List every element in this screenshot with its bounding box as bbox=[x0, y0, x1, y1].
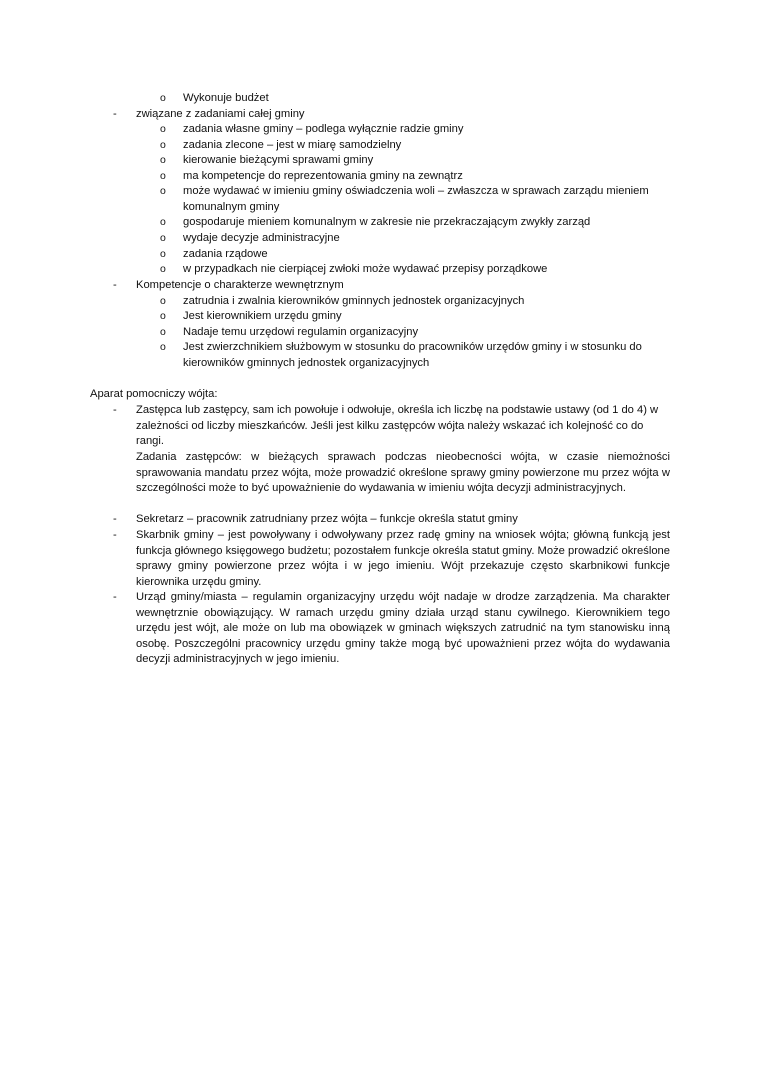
dash-bullet-icon: - bbox=[113, 591, 117, 603]
circle-bullet-icon: o bbox=[160, 170, 166, 182]
section-title: związane z zadaniami całej gminy bbox=[136, 108, 305, 120]
dash-bullet-icon: - bbox=[113, 279, 117, 291]
circle-bullet-icon: o bbox=[160, 263, 166, 275]
circle-bullet-icon: o bbox=[160, 232, 166, 244]
circle-bullet-icon: o bbox=[160, 139, 166, 151]
paragraph-sekretarz: Sekretarz – pracownik zatrudniany przez wójta – funkcje określa statut gminy bbox=[136, 513, 518, 525]
list-item-text: gospodaruje mieniem komunalnym w zakresie nie przekraczającym zwykły zarząd bbox=[183, 216, 591, 228]
circle-bullet-icon: o bbox=[160, 185, 166, 197]
section-title: Kompetencje o charakterze wewnętrznym bbox=[136, 279, 344, 291]
paragraph-skarbnik: Skarbnik gminy – jest powoływany i odwoływany przez radę gminy na wniosek wójta; główną funkcją jest funkcja głównego księgowego budżetu; pozostałem funkcje określa statut gminy. Może prowadzić określone sprawy gminy powierzone przez wójta i w jego imieniu. Wójt przekazuje często skarbnikowi funkcje kierownika urzędu gminy. bbox=[136, 529, 670, 588]
list-item-text: zadania własne gminy – podlega wyłącznie radzie gminy bbox=[183, 123, 464, 135]
circle-bullet-icon: o bbox=[160, 295, 166, 307]
dash-bullet-icon: - bbox=[113, 404, 117, 416]
circle-bullet-icon: o bbox=[160, 310, 166, 322]
list-item-text: kierowanie bieżącymi sprawami gminy bbox=[183, 154, 374, 166]
dash-bullet-icon: - bbox=[113, 529, 117, 541]
paragraph-zastepca: Zastępca lub zastępcy, sam ich powołuje i odwołuje, określa ich liczbę na podstawie ustawy (od 1 do 4) w zależności od liczby mieszkańców. Jeśli jest kilku zastępców wójta należy wskazać ich kolejność co do rangi. bbox=[136, 404, 659, 447]
circle-bullet-icon: o bbox=[160, 154, 166, 166]
circle-bullet-icon: o bbox=[160, 326, 166, 338]
list-item-text: Jest zwierzchnikiem służbowym w stosunku do pracowników urzędów gminy i w stosunku do kierowników gminnych jednostek organizacyjnych bbox=[183, 341, 642, 369]
circle-bullet-icon: o bbox=[160, 341, 166, 353]
list-item-text: może wydawać w imieniu gminy oświadczenia woli – zwłaszcza w sprawach zarządu mieniem komunalnym gminy bbox=[183, 185, 649, 213]
circle-bullet-icon: o bbox=[160, 248, 166, 260]
paragraph-urzad: Urząd gminy/miasta – regulamin organizacyjny urzędu wójt nadaje w drodze zarządzenia. Ma charakter wewnętrznie obowiązujący. W ramach urzędu gminy działa urząd stanu cywilnego. Kierownikiem tego urzędu jest wójt, ale może on lub ma obowiązek w gminach większych zatrudnić na tym stanowisku inną osobę. Poszczególni pracownicy urzędu gminy także mogą być upoważnieni przez wójta do wydawania decyzji administracyjnych w jego imieniu. bbox=[136, 591, 670, 665]
list-item-text: Jest kierownikiem urzędu gminy bbox=[183, 310, 342, 322]
circle-bullet-icon: o bbox=[160, 123, 166, 135]
dash-bullet-icon: - bbox=[113, 108, 117, 120]
list-item-text: wydaje decyzje administracyjne bbox=[183, 232, 340, 244]
section-heading: Aparat pomocniczy wójta: bbox=[90, 388, 218, 400]
list-item-text: Wykonuje budżet bbox=[183, 92, 269, 104]
list-item-text: ma kompetencje do reprezentowania gminy na zewnątrz bbox=[183, 170, 463, 182]
list-item-text: w przypadkach nie cierpiącej zwłoki może wydawać przepisy porządkowe bbox=[183, 263, 548, 275]
list-item-text: zadania zlecone – jest w miarę samodzielny bbox=[183, 139, 402, 151]
dash-bullet-icon: - bbox=[113, 513, 117, 525]
circle-bullet-icon: o bbox=[160, 216, 166, 228]
list-item-text: zadania rządowe bbox=[183, 248, 268, 260]
list-item-text: Nadaje temu urzędowi regulamin organizacyjny bbox=[183, 326, 419, 338]
circle-bullet-icon: o bbox=[160, 92, 166, 104]
list-item-text: zatrudnia i zwalnia kierowników gminnych jednostek organizacyjnych bbox=[183, 295, 525, 307]
paragraph-zadania: Zadania zastępców: w bieżących sprawach podczas nieobecności wójta, w czasie niemożności sprawowania mandatu przez wójta, może prowadzić określone sprawy gminy powierzone mu przez wójta w szczególności może to być upoważnienie do wydawania w imieniu wójta decyzji administracyjnych. bbox=[136, 451, 670, 494]
